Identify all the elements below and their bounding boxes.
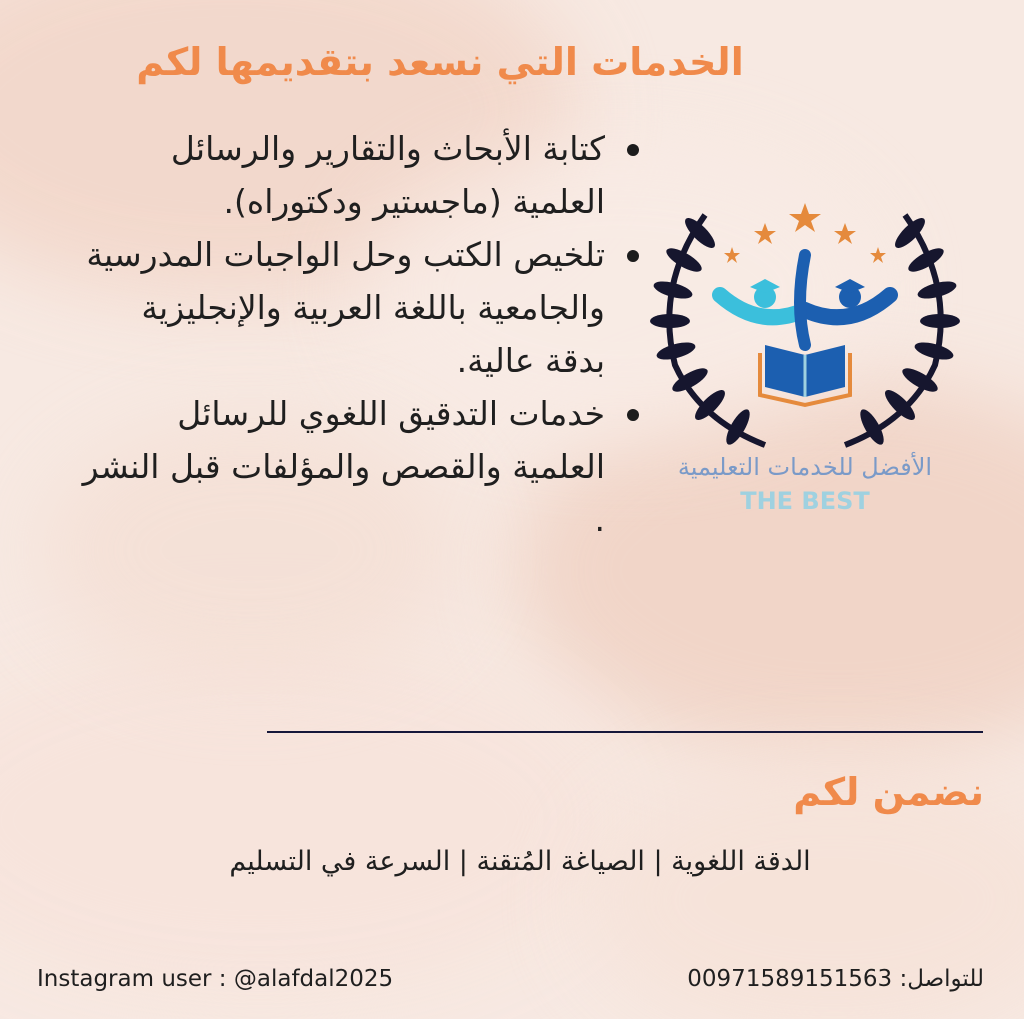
service-item: كتابة الأبحاث والتقارير والرسائل العلمية (ماجستير ودكتوراه).	[80, 122, 605, 228]
guarantee-features: الدقة اللغوية | الصياغة المُتقنة | السرعة في التسليم	[229, 846, 811, 877]
logo-arabic-name: الأفضل للخدمات التعليمية	[677, 453, 933, 481]
service-item: خدمات التدقيق اللغوي للرسائل العلمية والقصص والمؤلفات قبل النشر .	[80, 387, 605, 546]
services-list	[80, 122, 643, 546]
divider	[267, 731, 983, 733]
logo-english-name: THE BEST	[740, 487, 870, 515]
brand-logo	[600, 195, 1010, 525]
laurel-wreath-left	[650, 214, 765, 448]
guarantee-title: نضمن لكم	[793, 770, 984, 814]
background-blob	[0, 640, 620, 1000]
graduates	[720, 255, 890, 345]
service-item: تلخيص الكتب وحل الواجبات المدرسية والجامعية باللغة العربية والإنجليزية بدقة عالية.	[80, 228, 605, 387]
laurel-wreath-right	[845, 214, 960, 448]
open-book	[760, 345, 850, 405]
instagram-handle: Instagram user : @alafdal2025	[37, 966, 394, 992]
contact-phone: للتواصل: 00971589151563	[687, 966, 984, 992]
page-title: الخدمات التي نسعد بتقديمها لكم	[136, 40, 744, 84]
graduation-wreath-logo-icon	[600, 195, 1010, 455]
